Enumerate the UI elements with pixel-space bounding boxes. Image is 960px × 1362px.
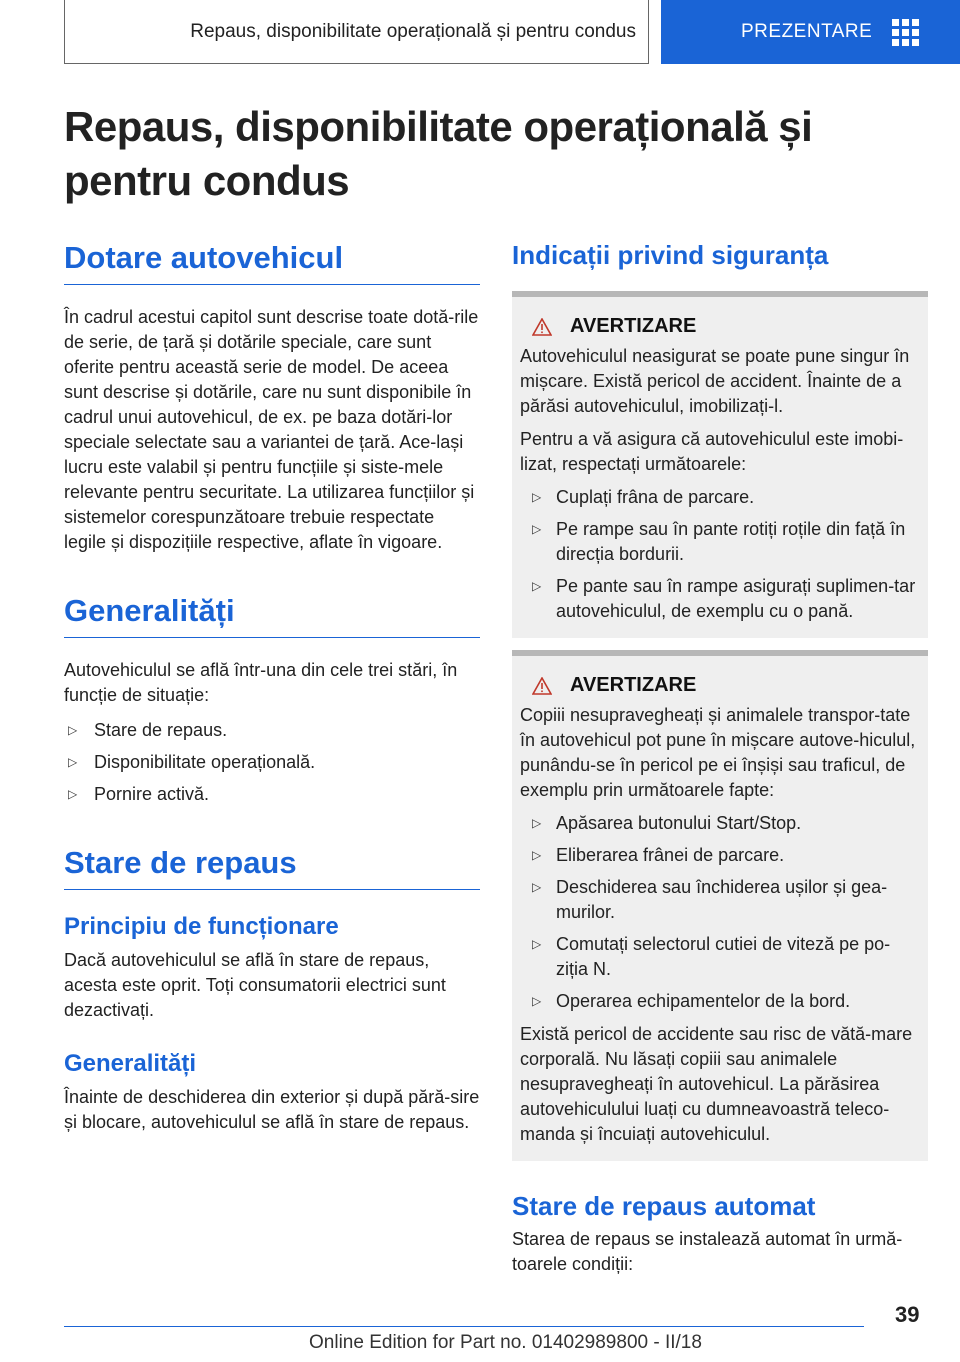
heading-stare-repaus: Stare de repaus [64,845,480,890]
warning-box-unsecured [512,291,928,638]
list-item: ▷ Pornire activă. [64,782,480,807]
page-number: 39 [895,1302,920,1327]
list-item: ▷ Cuplați frâna de parcare. [520,485,920,510]
list-item: ▷ Pe rampe sau în pante rotiți roțile din față în direcția bordurii. [520,517,920,567]
warning-triangle-icon [532,318,552,336]
paragraph-generalitati-repaus: Înainte de deschiderea din exterior și după pără-sire și blocare, autovehiculul se află în stare de repaus. [64,1087,480,1132]
left-column [64,240,480,1135]
header-chapter-title [64,0,649,64]
header-section-label: PREZENTARE [741,21,873,42]
paragraph-generalitati: Autovehiculul se află într-una din cele trei stări, în funcție de situație: [64,660,458,705]
list-item: ▷ Stare de repaus. [64,718,480,743]
list-item: ▷ Deschiderea sau închiderea ușilor și gea-murilor. [520,875,920,925]
warning-text: Pentru a vă asigura că autovehiculul este imobi-lizat, respectați următoarele: [520,429,904,474]
footer-edition: Online Edition for Part no. 01402989800 - II/18 [309,1332,702,1353]
right-column [512,240,928,1277]
states-list [64,718,480,807]
heading-dotare: Dotare autovehicul [64,240,480,285]
warning-list [520,485,920,624]
heading-siguranta: Indicații privind siguranța [512,240,829,270]
list-item: ▷ Apăsarea butonului Start/Stop. [520,811,920,836]
warning-box-children [512,650,928,1161]
list-item: ▷ Disponibilitate operațională. [64,750,480,775]
warning-text: Autovehiculul neasigurat se poate pune singur în mișcare. Există pericol de accident. Înainte de a părăsi autovehiculul, imobilizați-l. [520,346,910,416]
page-title: Repaus, disponibilitate operațională și pentru condus [64,103,813,204]
heading-generalitati: Generalități [64,593,480,638]
grid-menu-icon[interactable] [892,19,919,46]
warning-title: AVERTIZARE [520,315,920,338]
footer-divider [64,1326,864,1327]
heading-principiu: Principiu de funcționare [64,913,339,940]
list-item: ▷ Operarea echipamentelor de la bord. [520,989,920,1014]
paragraph-principiu: Dacă autovehiculul se află în stare de repaus, acesta este oprit. Toți consumatorii electrici sunt dezactivați. [64,950,446,1020]
list-item: ▷ Comutați selectorul cutiei de viteză pe po-ziția N. [520,932,920,982]
warning-text: Există pericol de accidente sau risc de vătă-mare corporală. Nu lăsați copiii sau animalele nesupravegheați în autovehicul. La părăsirea autovehiculului luați cu dumneavoastră teleco-manda și încuiați autovehiculul. [520,1024,913,1144]
warning-title: AVERTIZARE [520,674,920,697]
heading-generalitati-repaus: Generalități [64,1050,197,1077]
heading-repaus-automat: Stare de repaus automat [512,1191,816,1221]
warning-list [520,811,920,1014]
header-title-text: Repaus, disponibilitate operațională și pentru condus [190,20,636,42]
header-section-tab[interactable] [661,0,960,64]
warning-text: Copiii nesupravegheați și animalele transpor-tate în autovehicul pot pune în mișcare autove-hiculul, punându-se în pericol pe ei înșiși sau traficul, de exemplu prin următoarele fapte: [520,705,916,800]
paragraph-repaus-automat: Starea de repaus se instalează automat în urmă-toarele condiții: [512,1229,903,1274]
warning-triangle-icon [532,677,552,695]
list-item: ▷ Pe pante sau în rampe asigurați suplimen-tar autovehiculul, de exemplu cu o pană. [520,574,920,624]
paragraph-dotare: În cadrul acestui capitol sunt descrise toate dotă-rile de serie, de țară și dotările speciale, care sunt oferite pentru această serie de model. De aceea sunt descrise și dotările, care nu sunt disponibile în cadrul unui autovehicul, de ex. pe baza dotări-lor speciale selectate sau a variantei de țară. Ace-lași lucru este valabil și pentru funcțiile și siste-mele relevante pentru securitate. La utilizarea funcțiilor și sistemelor corespunzătoare trebuie respectate legile și dispozițiile respective, aflate în vigoare. [64,307,479,552]
list-item: ▷ Eliberarea frânei de parcare. [520,843,920,868]
